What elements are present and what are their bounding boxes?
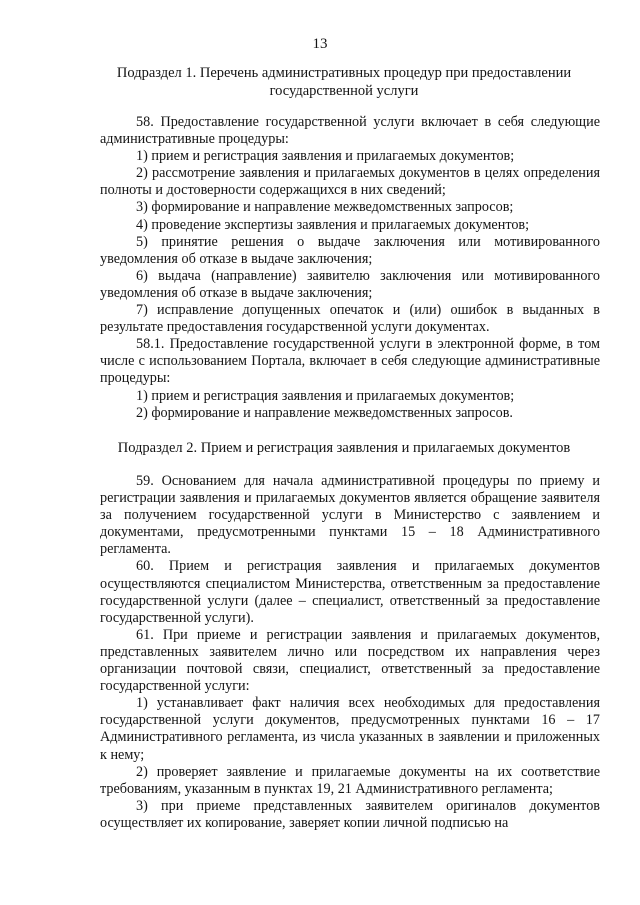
- list-item: 3) формирование и направление межведомственных запросов;: [136, 199, 514, 216]
- list-item: 2) проверяет заявление и прилагаемые документы на их соответствие требованиям, указанным в пунктах 19, 21 Административного регламента;: [100, 763, 600, 797]
- list-item: 4) проведение экспертизы заявления и прилагаемых документов;: [136, 216, 530, 233]
- paragraph-61: 61. При приеме и регистрации заявления и прилагаемых документов, представленных заявителем лично или посредством их направления через организации почтовой связи, специалист, ответственный за предоставление государственной услуги:: [100, 626, 600, 695]
- list-item: 1) прием и регистрация заявления и прилагаемых документов;: [136, 148, 515, 165]
- list-item: 1) прием и регистрация заявления и прилагаемых документов;: [136, 387, 515, 404]
- subsection-1-title: Подраздел 1. Перечень административных процедур при предоставлении государственной услуги: [116, 65, 572, 99]
- list-item: 2) формирование и направление межведомственных запросов.: [136, 404, 513, 421]
- subsection-2-title: Подраздел 2. Прием и регистрация заявления и прилагаемых документов: [117, 440, 571, 456]
- page-number: 13: [312, 36, 328, 52]
- list-item: 1) устанавливает факт наличия всех необходимых для предоставления государственной услуги документов, предусмотренных пунктами 16 – 17 Административного регламента, из числа указанных в заявлении и приложенных к нему;: [100, 695, 600, 763]
- list-item: 5) принятие решения о выдаче заключения или мотивированного уведомления об отказе в выдаче заключения;: [100, 233, 600, 267]
- subsection-2-body: [100, 473, 600, 832]
- paragraph-59: 59. Основанием для начала административной процедуры по приему и регистрации заявления и прилагаемых документов является обращение заявителя за получением государственной услуги в Министерство с заявлением и документами, предусмотренными пунктами 15 – 18 Административного регламента.: [100, 473, 600, 558]
- subsection-1-body: [100, 114, 600, 422]
- list-item: 7) исправление допущенных опечаток и (или) ошибок в выданных в результате предоставления государственной услуги документах.: [100, 302, 600, 336]
- list-item: 2) рассмотрение заявления и прилагаемых документов в целях определения полноты и достоверности содержащихся в них сведений;: [100, 165, 600, 199]
- list-item: 3) при приеме представленных заявителем оригиналов документов осуществляет их копирование, заверяет копии личной подписью на: [100, 797, 600, 831]
- paragraph-58-1: 58.1. Предоставление государственной услуги в электронной форме, в том числе с использованием Портала, включает в себя следующие административные процедуры:: [100, 336, 600, 387]
- paragraph-58: 58. Предоставление государственной услуги включает в себя следующие административные процедуры:: [100, 114, 600, 148]
- list-item: 6) выдача (направление) заявителю заключения или мотивированного уведомления об отказе в выдаче заключения;: [100, 267, 600, 301]
- paragraph-60: 60. Прием и регистрация заявления и прилагаемых документов осуществляются специалистом Министерства, ответственным за предоставление государственной услуги (далее – специалист, ответственный за предоставление государственной услуги).: [100, 558, 600, 626]
